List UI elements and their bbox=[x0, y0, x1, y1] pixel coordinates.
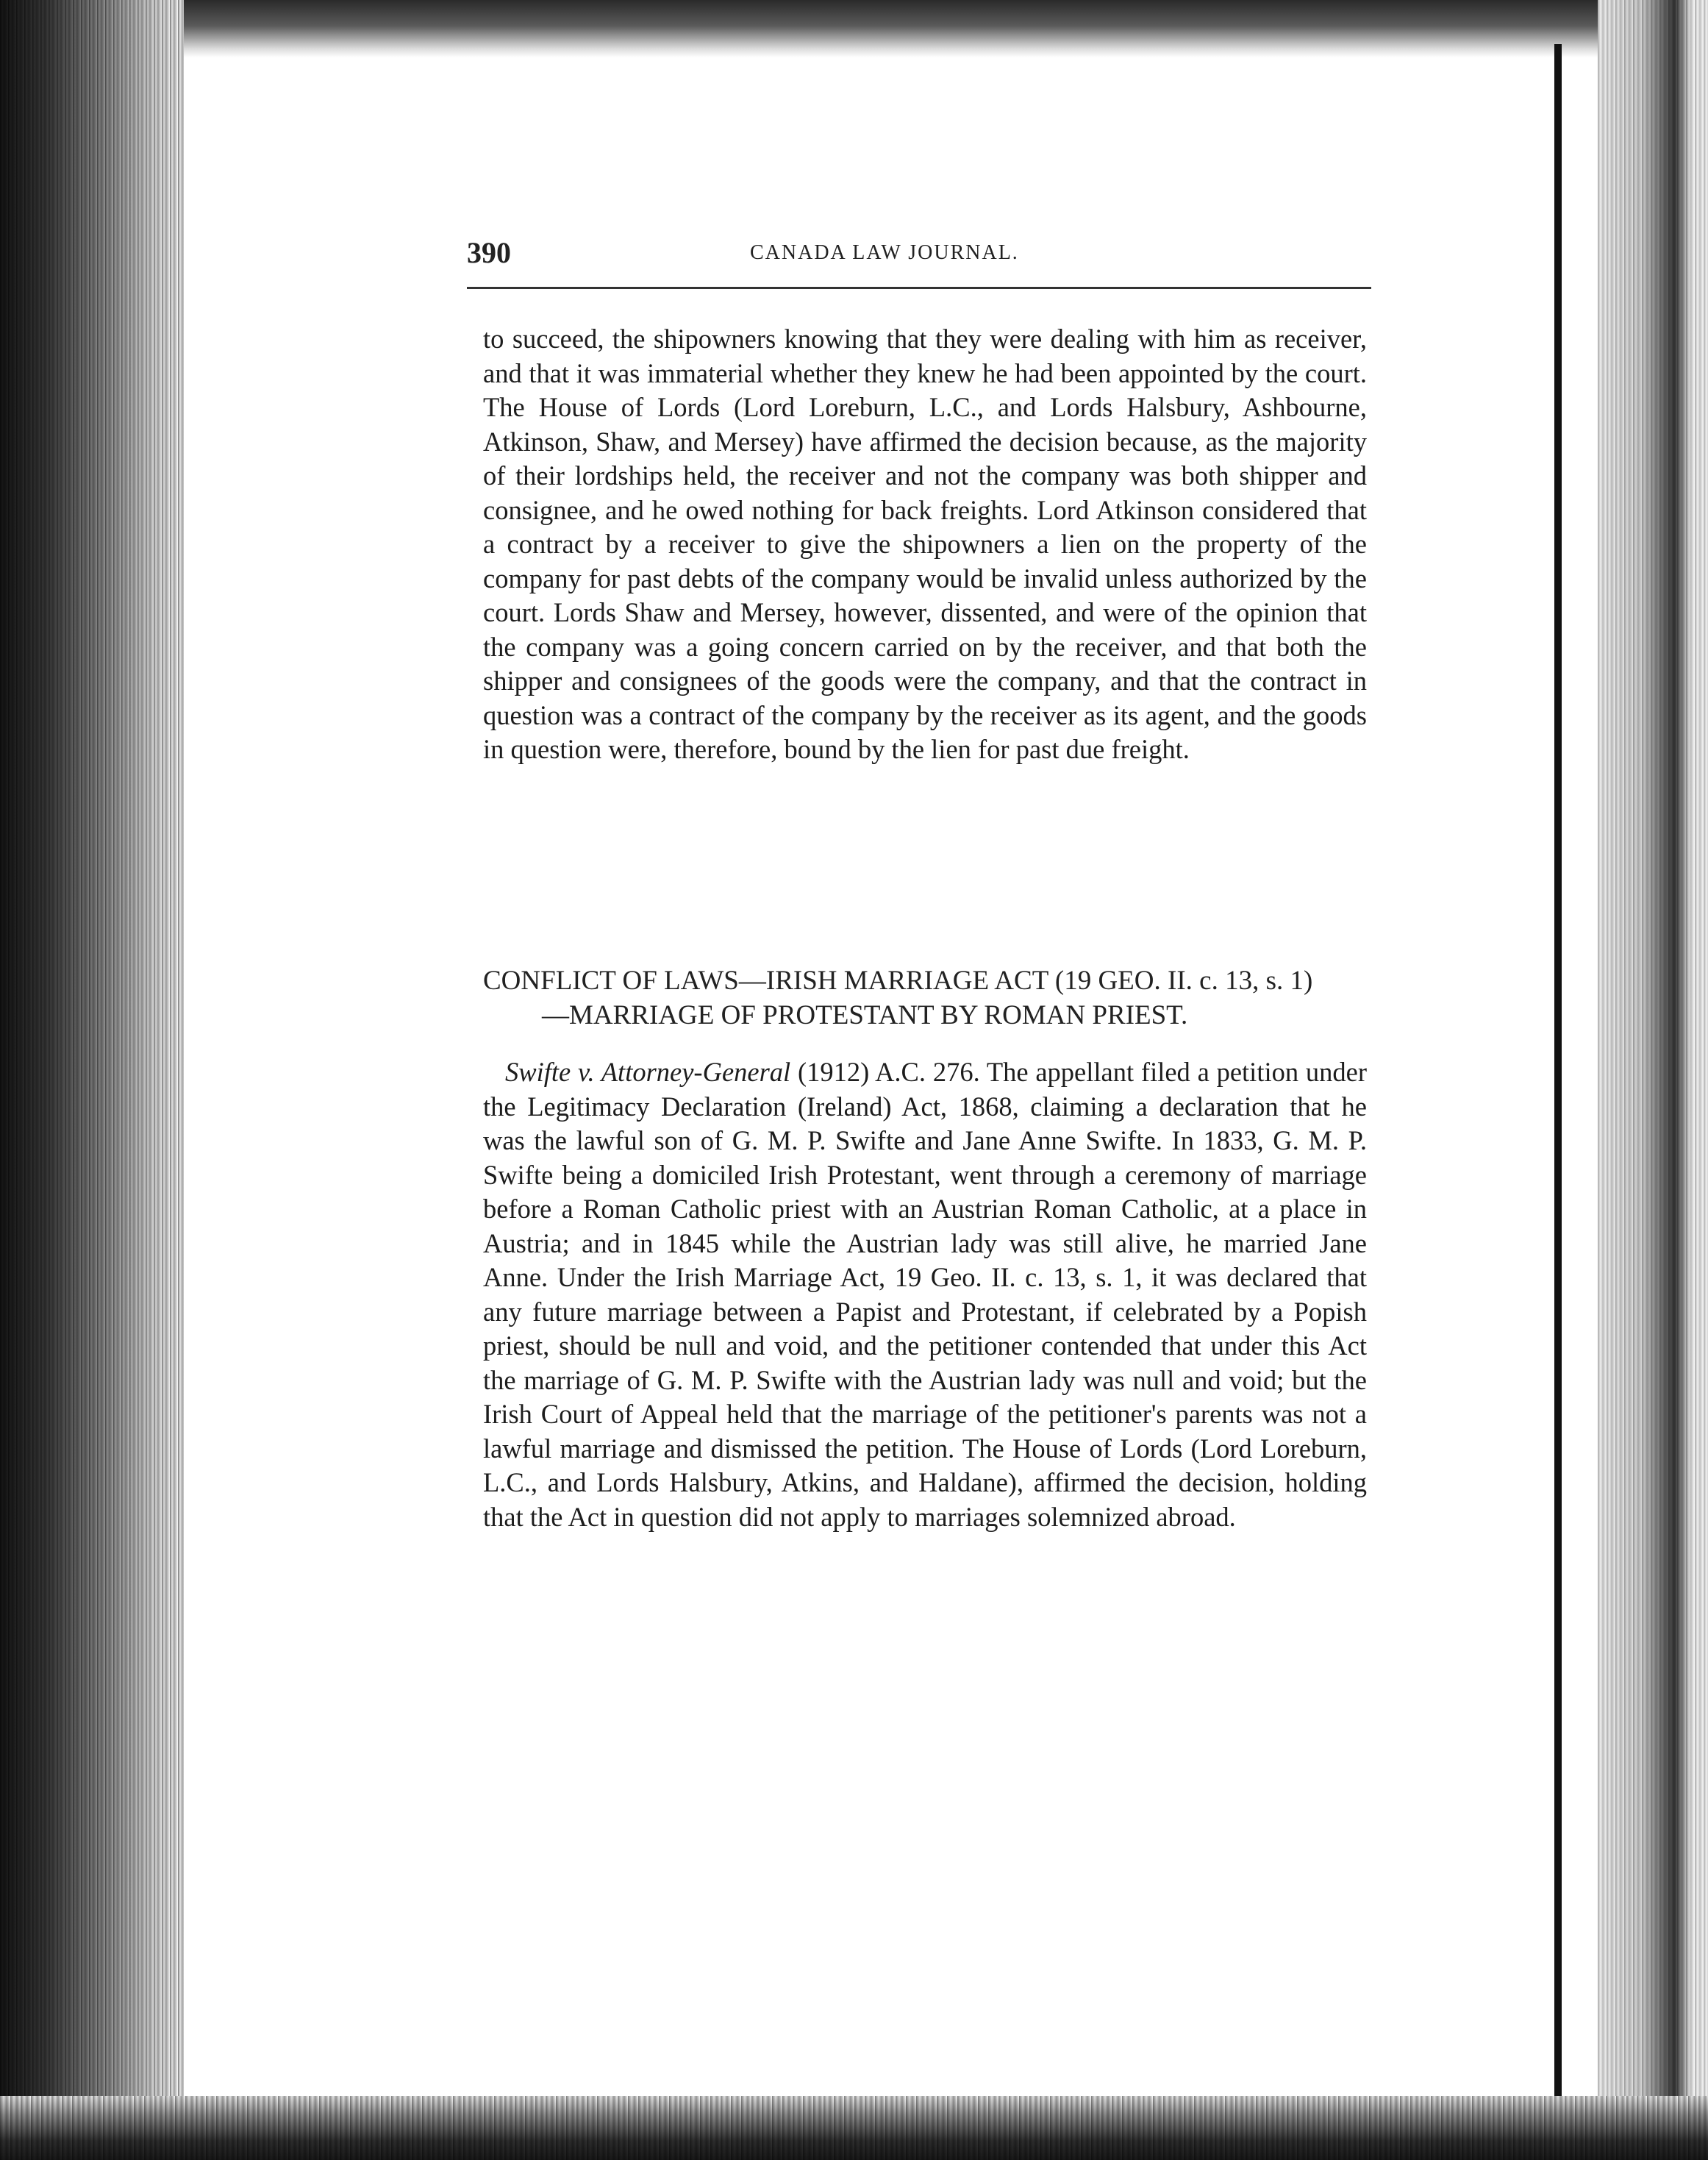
header-rule bbox=[467, 287, 1371, 289]
scan-edge-left bbox=[0, 0, 184, 2160]
page-number: 390 bbox=[467, 236, 511, 269]
scan-edge-bottom bbox=[0, 2096, 1708, 2160]
journal-title: CANADA LAW JOURNAL. bbox=[750, 241, 1019, 264]
scan-edge-top bbox=[0, 0, 1708, 57]
scan-edge-right-line bbox=[1554, 44, 1562, 2133]
scan-edge-right bbox=[1598, 0, 1708, 2160]
journal-page bbox=[467, 235, 1368, 1532]
paragraph-swifte-case bbox=[483, 1055, 1367, 1534]
case-name: Swifte v. Attorney-General bbox=[505, 1057, 791, 1087]
running-head bbox=[467, 235, 1371, 274]
section-heading bbox=[483, 963, 1373, 1033]
section-heading-line-2: —MARRIAGE OF PROTESTANT BY ROMAN PRIEST. bbox=[542, 1000, 1188, 1030]
case-text: (1912) A.C. 276. The appellant filed a petition under the Legitimacy Declaration (Ireland) Act, 1868, claiming a declaration that he was the lawful son of G. M. P. Swifte and Jane Anne Swifte. In 1833, G. M. P. Swifte being a domiciled Irish Protestant, went through a ceremony of marriage before a Roman Catholic priest with an Austrian Roman Catholic, at a place in Austria; and in 1845 while the Austrian lady was still alive, he married Jane Anne. Under the Irish Marriage Act, 19 Geo. II. c. 13, s. 1, it was declared that any future marriage between a Papist and Protestant, if celebrated by a Popish priest, should be null and void, and the petitioner contended that under this Act the marriage of G. M. P. Swifte with the Austrian lady was null and void; but the Irish Court of Appeal held that the marriage of the petitioner's parents was not a lawful marriage and dismissed the petition. The House of Lords (Lord Loreburn, L.C., and Lords Halsbury, Atkins, and Haldane), affirmed the decision, holding that the Act in question did not apply to marriages solemnized abroad. bbox=[483, 1057, 1367, 1532]
paragraph-receiver-case: to succeed, the shipowners knowing that they were dealing with him as receiver, and that it was immaterial whether they knew he had been appointed by the court. The House of Lords (Lord Loreburn, L.C., and Lords Halsbury, Ashbourne, Atkinson, Shaw, and Mersey) have affirmed the decision because, as the majority of their lordships held, the receiver and not the company was both shipper and consignee, and he owed nothing for back freights. Lord Atkinson considered that a contract by a receiver to give the shipowners a lien on the property of the company for past debts of the company would be invalid unless authorized by the court. Lords Shaw and Mersey, however, dissented, and were of the opinion that the company was a going concern carried on by the receiver, and that both the shipper and consignees of the goods were the company, and that the contract in question was a contract of the company by the receiver as its agent, and the goods in question were, therefore, bound by the lien for past due freight. bbox=[483, 324, 1367, 764]
section-heading-line-1: CONFLICT OF LAWS—IRISH MARRIAGE ACT (19 GEO. II. c. 13, s. 1) bbox=[483, 966, 1313, 996]
